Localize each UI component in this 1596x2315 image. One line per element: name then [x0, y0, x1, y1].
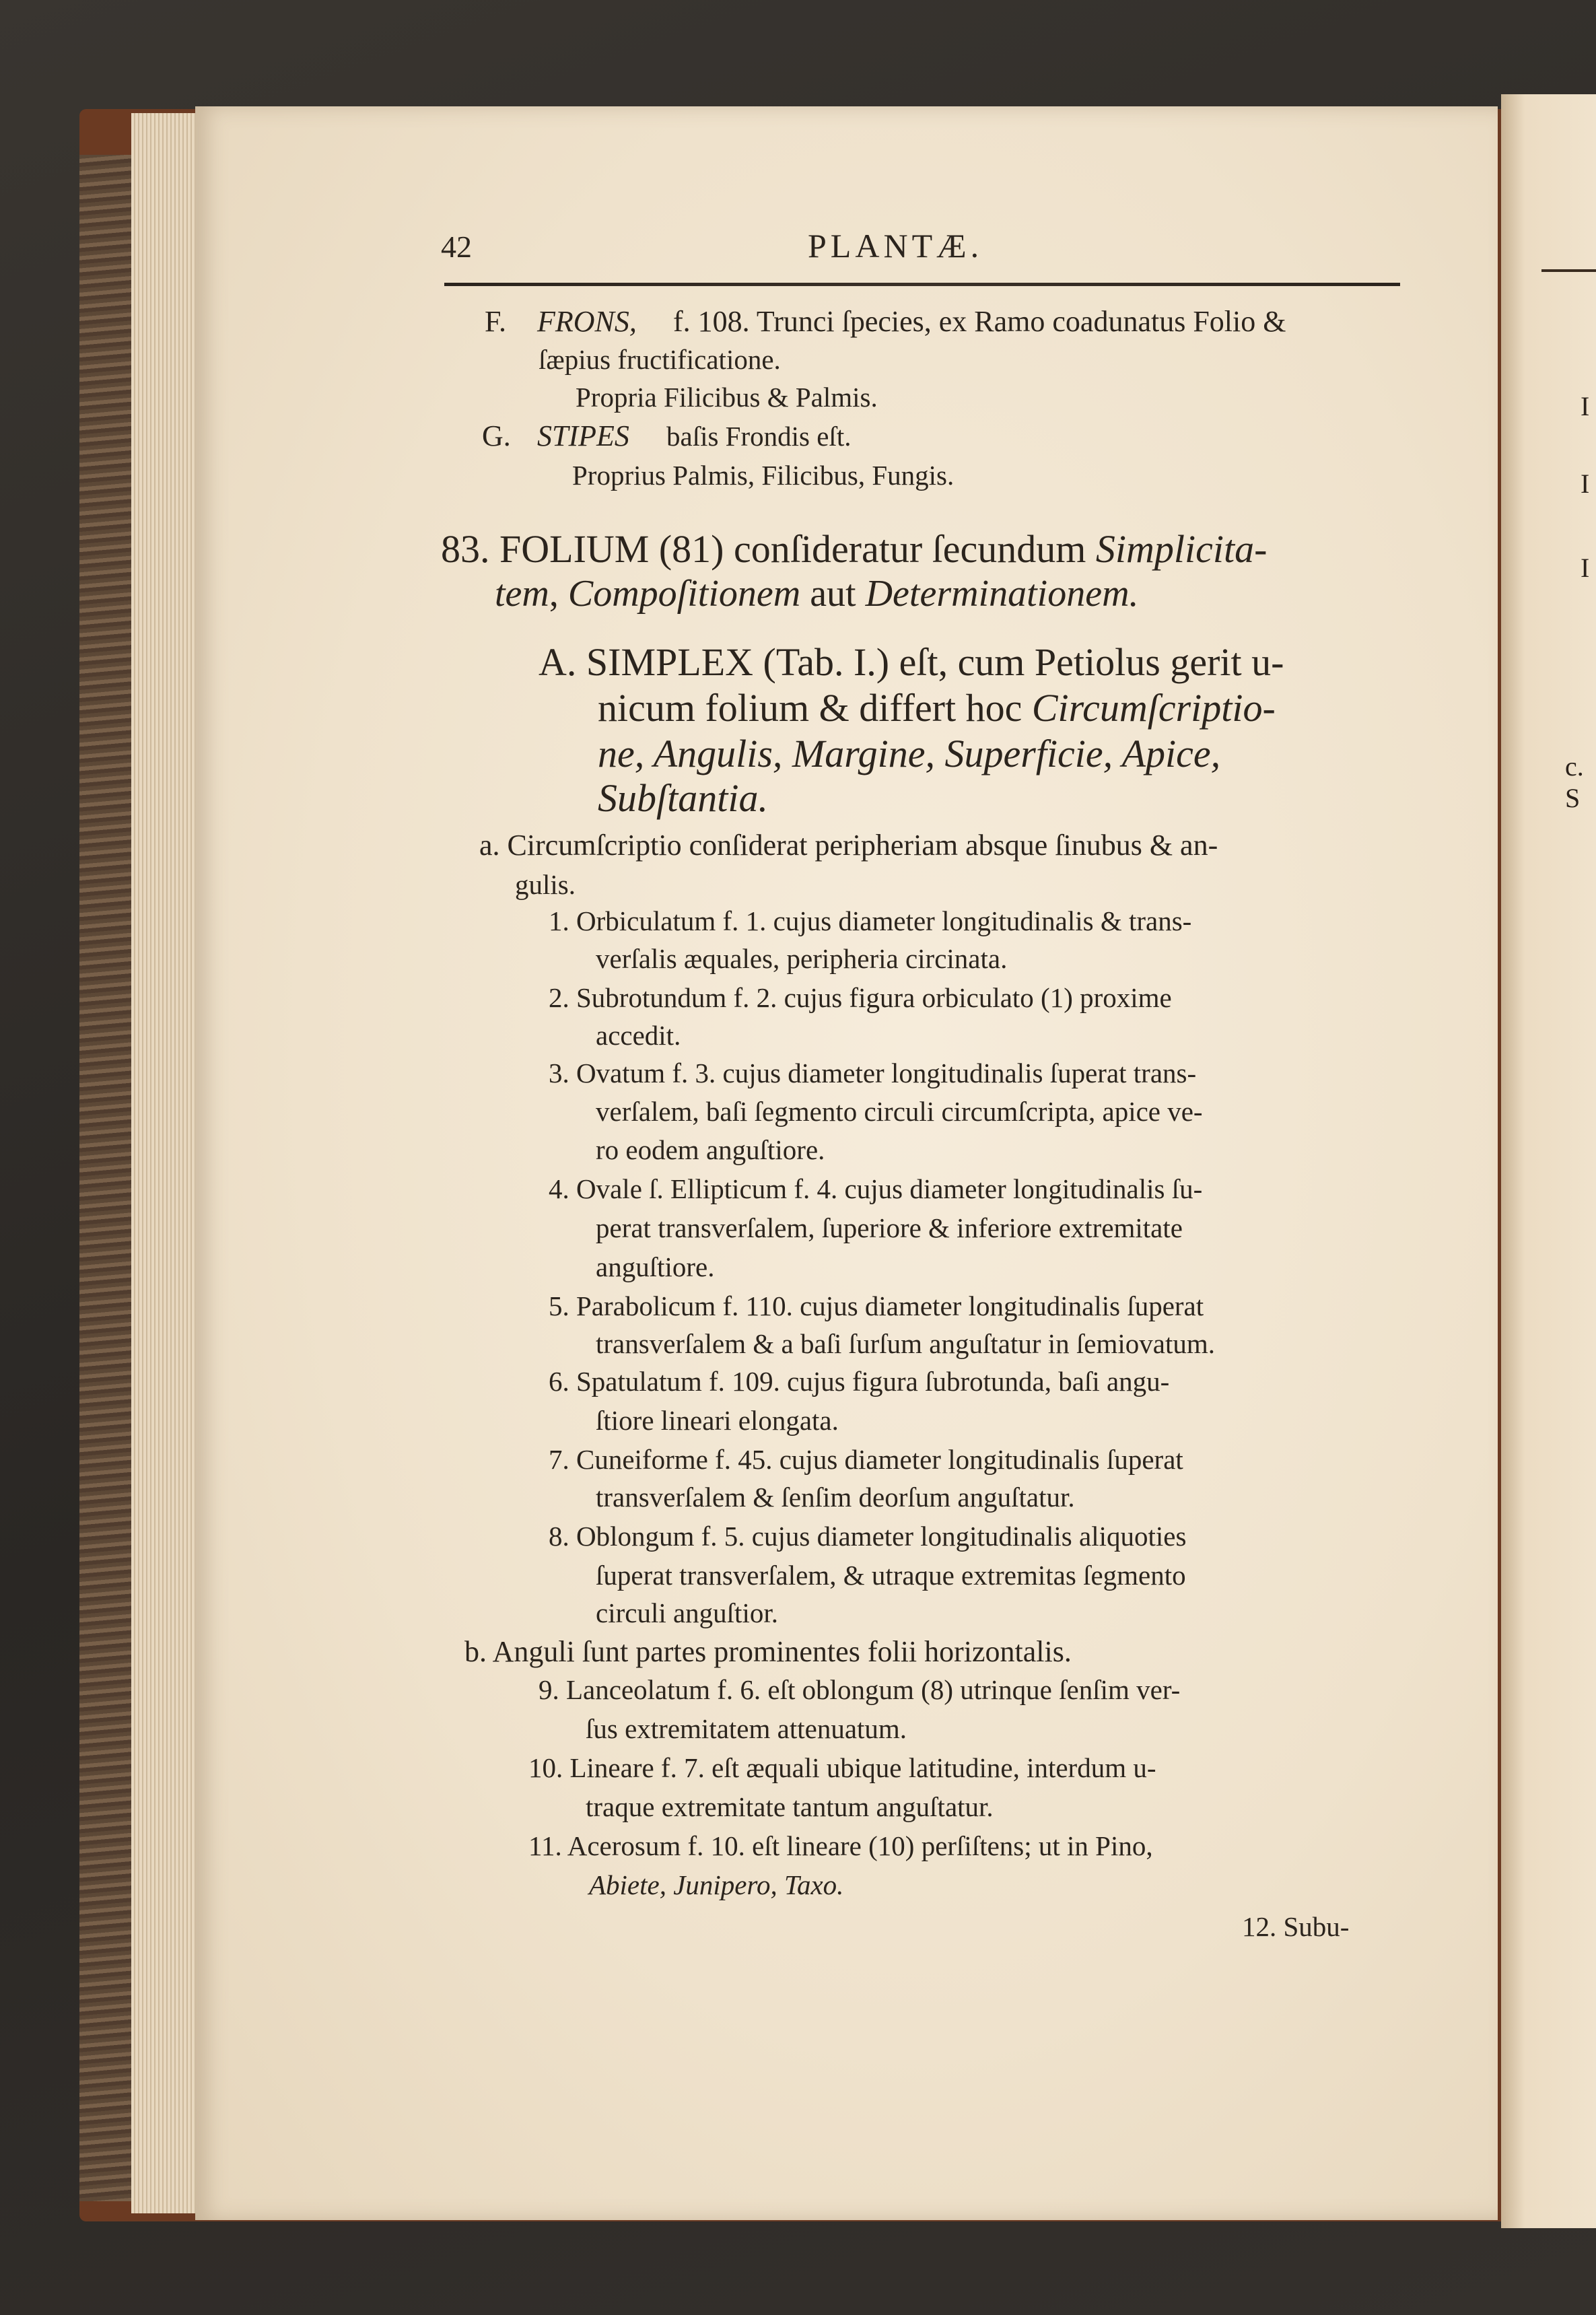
subsection-line: b. Anguli ſunt partes prominentes folii horizontalis. — [464, 1635, 1072, 1668]
paragraph-A-line: nicum folium & differt hoc Circumſcriptio- — [598, 686, 1276, 730]
item-line: circuli anguſtior. — [596, 1597, 778, 1628]
text-line: baſis Frondis eſt. — [666, 421, 852, 452]
paragraph-83-line: 83. FOLIUM (81) conſideratur ſecundum Simplicita- — [441, 527, 1268, 571]
item-line: 7. Cuneiforme f. 45. cujus diameter longitudinalis ſuperat — [549, 1444, 1183, 1475]
section-mark: F. — [485, 305, 506, 338]
running-header: PLANTÆ. — [808, 227, 983, 265]
item-line: verſalis æquales, peripheria circinata. — [596, 943, 1008, 974]
item-line: 10. Lineare f. 7. eſt æquali ubique latitudine, interdum u- — [528, 1752, 1156, 1783]
item-line: Abiete, Junipero, Taxo. — [589, 1869, 844, 1900]
item-line: ſuperat transverſalem, & utraque extremitas ſegmento — [596, 1560, 1186, 1591]
term-stipes: STIPES — [537, 419, 629, 452]
margin-fragment: c. S — [1565, 751, 1584, 813]
subsection-line: a. Circumſcriptio conſiderat peripheriam absque ſinubus & an- — [479, 829, 1218, 862]
item-line: 4. Ovale ſ. Ellipticum f. 4. cujus diameter longitudinalis ſu- — [549, 1173, 1203, 1204]
facing-page — [1501, 94, 1596, 2228]
item-line: ſus extremitatem attenuatum. — [586, 1713, 907, 1744]
margin-fragment: I — [1581, 469, 1590, 499]
item-line: perat transverſalem, ſuperiore & inferiore extremitate — [596, 1212, 1183, 1243]
paragraph-A-line: Subſtantia. — [598, 776, 768, 820]
item-line: verſalem, baſi ſegmento circuli circumſcripta, apice ve- — [596, 1096, 1203, 1127]
text-line: f. 108. Trunci ſpecies, ex Ramo coadunatus Folio & — [673, 305, 1286, 338]
page-number: 42 — [441, 230, 472, 264]
subsection-line: gulis. — [515, 869, 576, 900]
item-line: ro eodem anguſtiore. — [596, 1134, 825, 1165]
marbled-board — [79, 155, 133, 2201]
section-mark: G. — [482, 419, 511, 452]
margin-fragment: I — [1581, 391, 1590, 421]
item-line: anguſtiore. — [596, 1251, 715, 1282]
text-line: Propria Filicibus & Palmis. — [576, 382, 878, 413]
item-line: 9. Lanceolatum f. 6. eſt oblongum (8) utrinque ſenſim ver- — [539, 1674, 1181, 1705]
item-line: 5. Parabolicum f. 110. cujus diameter longitudinalis ſuperat — [549, 1290, 1204, 1321]
paragraph-A-line: ne, Angulis, Margine, Superficie, Apice, — [598, 732, 1221, 775]
text-line: Proprius Palmis, Filicibus, Fungis. — [572, 460, 955, 491]
item-line: transverſalem & a baſi ſurſum anguſtatur in ſemiovatum. — [596, 1328, 1215, 1359]
item-line: accedit. — [596, 1020, 681, 1051]
catchword: 12. Subu- — [1242, 1911, 1350, 1942]
item-line: 1. Orbiculatum f. 1. cujus diameter longitudinalis & trans- — [549, 905, 1192, 936]
item-line: traque extremitate tantum anguſtatur. — [586, 1791, 994, 1822]
margin-fragment: I — [1581, 553, 1590, 583]
item-line: 11. Acerosum f. 10. eſt lineare (10) perſiſtens; ut in Pino, — [528, 1830, 1153, 1861]
item-line: 3. Ovatum f. 3. cujus diameter longitudinalis ſuperat trans- — [549, 1058, 1197, 1089]
text-line: ſæpius fructificatione. — [539, 344, 781, 375]
paragraph-A-line: A. SIMPLEX (Tab. I.) eſt, cum Petiolus gerit u- — [539, 640, 1284, 684]
item-line: 8. Oblongum f. 5. cujus diameter longitudinalis aliquoties — [549, 1521, 1187, 1552]
paragraph-83-line: tem, Compoſitionem aut Determinationem. — [495, 573, 1139, 615]
term-frons: FRONS, — [537, 305, 637, 338]
page-edges — [131, 113, 200, 2213]
item-line: 2. Subrotundum f. 2. cujus figura orbiculato (1) proxime — [549, 982, 1172, 1013]
header-rule — [444, 283, 1400, 286]
item-line: ſtiore lineari elongata. — [596, 1405, 839, 1436]
item-line: 6. Spatulatum f. 109. cujus figura ſubrotunda, baſi angu- — [549, 1366, 1170, 1397]
item-line: transverſalem & ſenſim deorſum anguſtatur. — [596, 1482, 1075, 1513]
